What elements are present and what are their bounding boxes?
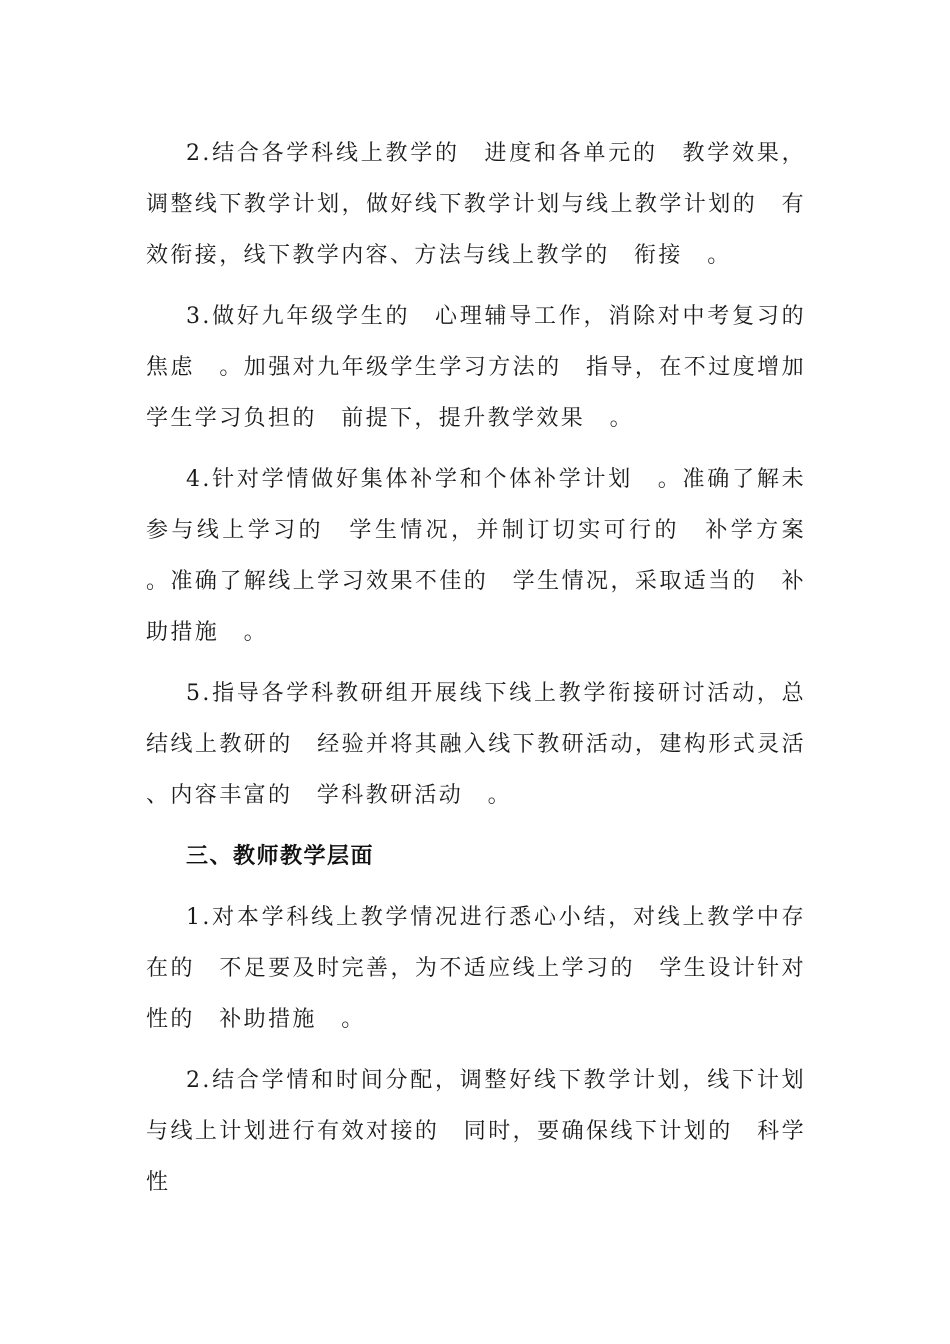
- paragraph-item-4: 4.针对学情做好集体补学和个体补学计划 。准确了解未参与线上学习的 学生情况，并制订切实可行的 补学方案 。准确了解线上学习效果不佳的 学生情况，采取适当的 补助措施 。: [146, 467, 831, 645]
- section-paragraph-item-1: 1.对本学科线上教学情况进行悉心小结，对线上教学中存在的 不足要及时完善，为不适应线上学习的 学生设计针对性的 补助措施 。: [146, 905, 806, 1032]
- paragraph-item-3: 3.做好九年级学生的 心理辅导工作，消除对中考复习的焦虑 。加强对九年级学生学习方法的 指导，在不过度增加学生学习负担的 前提下，提升教学效果 。: [146, 304, 806, 431]
- section-heading: 三、教师教学层面: [186, 844, 375, 869]
- section-paragraph-item-2: 2.结合学情和时间分配，调整好线下教学计划，线下计划与线上计划进行有效对接的 同时，要确保线下计划的 科学性: [146, 1068, 806, 1195]
- paragraph-item-2: 2.结合各学科线上教学的 进度和各单元的 教学效果，调整线下教学计划，做好线下教学计划与线上教学计划的 有效衔接，线下教学内容、方法与线上教学的 衔接 。: [146, 141, 806, 268]
- document-body: [146, 128, 831, 1208]
- paragraph-item-5: 5.指导各学科教研组开展线下线上教学衔接研讨活动，总结线上教研的 经验并将其融入线下教研活动，建构形式灵活、内容丰富的 学科教研活动 。: [146, 681, 806, 808]
